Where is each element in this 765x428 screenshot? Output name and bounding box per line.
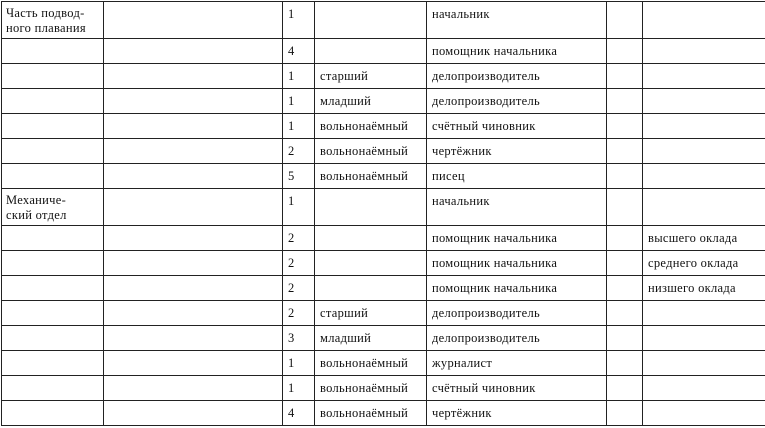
table-row — [2, 89, 765, 114]
table-row — [2, 251, 765, 276]
section-cell: Механиче- ский отдел — [2, 189, 104, 226]
section-cell — [2, 301, 104, 326]
section-cell — [2, 139, 104, 164]
blank-cell — [104, 276, 283, 301]
blank-cell — [607, 401, 643, 426]
count-cell: 2 — [283, 301, 315, 326]
position-cell: делопроизводитель — [427, 301, 607, 326]
blank-cell — [104, 326, 283, 351]
count-cell: 1 — [283, 2, 315, 39]
position-cell: начальник — [427, 189, 607, 226]
blank-cell — [607, 326, 643, 351]
note-cell — [643, 401, 765, 426]
position-cell: счётный чиновник — [427, 114, 607, 139]
position-cell: помощник начальника — [427, 39, 607, 64]
note-cell — [643, 2, 765, 39]
rank-cell — [315, 189, 427, 226]
count-cell: 1 — [283, 351, 315, 376]
table-row — [2, 276, 765, 301]
blank-cell — [607, 2, 643, 39]
blank-cell — [607, 226, 643, 251]
table-row — [2, 401, 765, 426]
blank-cell — [104, 114, 283, 139]
note-cell — [643, 376, 765, 401]
section-cell — [2, 251, 104, 276]
position-cell: чертёжник — [427, 139, 607, 164]
section-cell — [2, 89, 104, 114]
section-cell — [2, 401, 104, 426]
count-cell: 3 — [283, 326, 315, 351]
note-cell — [643, 89, 765, 114]
count-cell: 2 — [283, 276, 315, 301]
table-row — [2, 114, 765, 139]
blank-cell — [607, 89, 643, 114]
note-cell — [643, 139, 765, 164]
blank-cell — [607, 251, 643, 276]
blank-cell — [104, 376, 283, 401]
rank-cell: вольнонаёмный — [315, 351, 427, 376]
rank-cell — [315, 276, 427, 301]
position-cell: помощник начальника — [427, 226, 607, 251]
table-row — [2, 164, 765, 189]
blank-cell — [607, 139, 643, 164]
position-cell: делопроизводитель — [427, 326, 607, 351]
blank-cell — [104, 39, 283, 64]
blank-cell — [607, 376, 643, 401]
position-cell: журналист — [427, 351, 607, 376]
position-cell: счётный чиновник — [427, 376, 607, 401]
note-cell — [643, 301, 765, 326]
table-row — [2, 301, 765, 326]
note-cell — [643, 189, 765, 226]
note-cell — [643, 64, 765, 89]
rank-cell: вольнонаёмный — [315, 114, 427, 139]
position-cell: помощник начальника — [427, 276, 607, 301]
position-cell: помощник начальника — [427, 251, 607, 276]
blank-cell — [607, 351, 643, 376]
note-cell: высшего оклада — [643, 226, 765, 251]
count-cell: 2 — [283, 139, 315, 164]
table-body — [2, 2, 765, 426]
count-cell: 1 — [283, 64, 315, 89]
rank-cell — [315, 2, 427, 39]
position-cell: начальник — [427, 2, 607, 39]
blank-cell — [104, 351, 283, 376]
count-cell: 4 — [283, 401, 315, 426]
section-cell — [2, 39, 104, 64]
count-cell: 4 — [283, 39, 315, 64]
rank-cell — [315, 39, 427, 64]
position-cell: делопроизводитель — [427, 89, 607, 114]
section-cell: Часть подвод- ного плавания — [2, 2, 104, 39]
position-cell: писец — [427, 164, 607, 189]
rank-cell: младший — [315, 89, 427, 114]
section-cell — [2, 164, 104, 189]
blank-cell — [104, 226, 283, 251]
note-cell — [643, 326, 765, 351]
table-row — [2, 326, 765, 351]
count-cell: 1 — [283, 189, 315, 226]
table-row — [2, 376, 765, 401]
section-cell — [2, 276, 104, 301]
rank-cell — [315, 251, 427, 276]
section-cell — [2, 114, 104, 139]
note-cell — [643, 114, 765, 139]
table-row — [2, 39, 765, 64]
blank-cell — [104, 301, 283, 326]
table-row — [2, 2, 765, 39]
blank-cell — [104, 164, 283, 189]
blank-cell — [104, 2, 283, 39]
blank-cell — [104, 189, 283, 226]
count-cell: 2 — [283, 226, 315, 251]
count-cell: 1 — [283, 376, 315, 401]
blank-cell — [104, 139, 283, 164]
table-row — [2, 64, 765, 89]
table-row — [2, 351, 765, 376]
rank-cell: вольнонаёмный — [315, 401, 427, 426]
blank-cell — [607, 114, 643, 139]
section-cell — [2, 376, 104, 401]
rank-cell: старший — [315, 301, 427, 326]
blank-cell — [607, 189, 643, 226]
blank-cell — [104, 401, 283, 426]
note-cell — [643, 39, 765, 64]
count-cell: 5 — [283, 164, 315, 189]
rank-cell: вольнонаёмный — [315, 139, 427, 164]
section-cell — [2, 64, 104, 89]
rank-cell: вольнонаёмный — [315, 164, 427, 189]
blank-cell — [607, 276, 643, 301]
blank-cell — [104, 64, 283, 89]
rank-cell — [315, 226, 427, 251]
note-cell: среднего оклада — [643, 251, 765, 276]
rank-cell: вольнонаёмный — [315, 376, 427, 401]
table-row — [2, 226, 765, 251]
blank-cell — [607, 39, 643, 64]
section-cell — [2, 226, 104, 251]
position-cell: чертёжник — [427, 401, 607, 426]
note-cell — [643, 164, 765, 189]
blank-cell — [104, 89, 283, 114]
count-cell: 1 — [283, 89, 315, 114]
blank-cell — [104, 251, 283, 276]
blank-cell — [607, 301, 643, 326]
section-cell — [2, 326, 104, 351]
staff-table — [1, 1, 765, 426]
count-cell: 1 — [283, 114, 315, 139]
blank-cell — [607, 64, 643, 89]
note-cell — [643, 351, 765, 376]
position-cell: делопроизводитель — [427, 64, 607, 89]
count-cell: 2 — [283, 251, 315, 276]
section-cell — [2, 351, 104, 376]
table-row — [2, 139, 765, 164]
note-cell: низшего оклада — [643, 276, 765, 301]
blank-cell — [607, 164, 643, 189]
table-row — [2, 189, 765, 226]
rank-cell: старший — [315, 64, 427, 89]
rank-cell: младший — [315, 326, 427, 351]
